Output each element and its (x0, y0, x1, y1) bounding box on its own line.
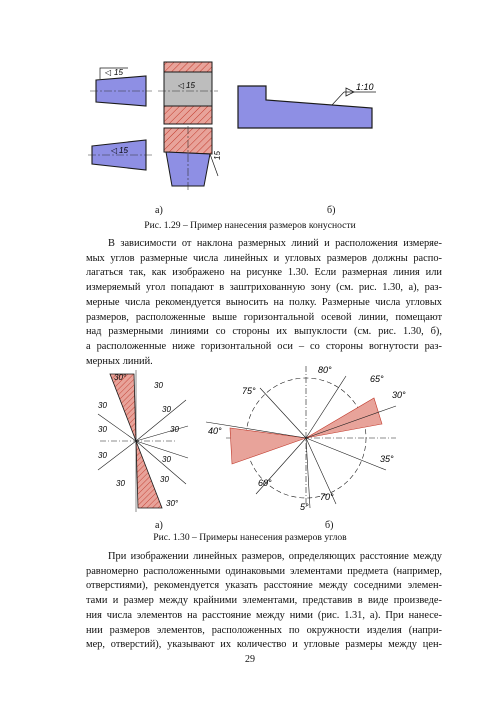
dim-label: 30 (162, 455, 171, 464)
dim-label: 30° (114, 373, 127, 382)
text-line: В зависимости от наклона размерных линий и расположения измеряе- (108, 238, 442, 249)
text-line: мер, отверстий), указывают их количество и угловые размеры между цен- (86, 639, 442, 651)
section-hatch-bottom (164, 106, 212, 124)
cone-symbol: ◁ (105, 68, 112, 77)
figure-1-30-b (196, 358, 414, 518)
dim-label: 30 (170, 425, 179, 434)
section-hatch-top (164, 62, 212, 72)
fig130-caption: Рис. 1.30 – Примеры нанесения размеров углов (153, 532, 347, 543)
page-number: 29 (245, 654, 255, 665)
slope-label: 1:10 (356, 82, 374, 92)
dim-label: 30 (98, 425, 107, 434)
text-line: мерные числа рекомендуется выносить на полку. Размерные числа угловых (86, 296, 442, 308)
text-line: лагаться так, как изображено на рисунке 1.30. Если размерная линия или (86, 267, 442, 279)
cone-label-bottom: 15 (119, 146, 128, 155)
angle-label: 60° (258, 478, 272, 488)
fig130-sub-b: б) (325, 520, 334, 531)
angle-label: 30° (392, 390, 406, 400)
cone-label-top: 15 (114, 68, 123, 77)
text-line: отверстиями), рекомендуется указать расстояние между соседними элемен- (86, 580, 442, 592)
text-line: мерных линий. (86, 355, 153, 367)
figure-1-29-b (232, 80, 402, 150)
cone-symbol-mid: ◁ (178, 81, 185, 90)
cone-label-bottom-right: 15 (213, 151, 222, 160)
angle-label: 40° (208, 426, 222, 436)
text-line: мых углов размерные числа линейных и угловых размеров должны распо- (86, 252, 442, 264)
text-line: нии размеров элементов, расположенных по окружности изделия (напри- (86, 624, 442, 636)
paragraph-2 (86, 550, 442, 653)
angle-label: 70° (320, 492, 334, 502)
figure-1-30-a (96, 366, 206, 516)
dim-label: 30° (166, 499, 179, 508)
angle-label: 80° (318, 365, 332, 375)
text-line: над размерными линиями со стороны их выпуклости (см. рис. 1.30, б), (86, 326, 442, 338)
text-line: а расположенные ниже горизонтальной оси – со стороны вогнутости раз- (86, 340, 442, 352)
dim-label: 30 (154, 381, 163, 390)
angle-label: 65° (370, 374, 384, 384)
fig129-sub-a: а) (155, 205, 163, 216)
hatched-sector-right (306, 398, 382, 438)
fig130-sub-a: а) (155, 520, 163, 531)
cone-symbol-bottom: ◁ (111, 146, 118, 155)
dim-label: 30 (98, 451, 107, 460)
cone-label-mid: 15 (186, 81, 195, 90)
paragraph-1 (86, 237, 442, 369)
dim-label: 30 (160, 475, 169, 484)
hatched-sector-left (230, 428, 306, 464)
dim-label: 30 (162, 405, 171, 414)
text-line: равномерно расположенными одинаковыми элементами предмета (например, (86, 565, 442, 577)
fig129-sub-b: б) (327, 205, 336, 216)
text-line: При изображении линейных размеров, определяющих расстояние между (108, 551, 442, 562)
dim-label: 30 (98, 401, 107, 410)
angle-label: 75° (242, 386, 256, 396)
text-line: измеряемый угол попадают в заштрихованную зону (см. рис. 1.30, а), раз- (86, 282, 442, 294)
text-line: тами и размер между крайними элементами, представив в виде произведе- (86, 595, 442, 607)
fig129-caption: Рис. 1.29 – Пример нанесения размеров конусности (144, 220, 356, 231)
text-line: ния числа элементов на расстояние между ними (рис. 1.31, а). При нанесе- (86, 609, 442, 621)
hatched-zone-bottom (136, 441, 162, 508)
hatched-zone-top (110, 374, 136, 441)
dim-label: 30 (116, 479, 125, 488)
figure-1-29-a (86, 58, 226, 198)
angle-label: 5° (300, 502, 309, 512)
text-line: размеров, расположенные выше горизонтальной осевой линии, помещают (86, 311, 442, 323)
angle-label: 35° (380, 454, 394, 464)
